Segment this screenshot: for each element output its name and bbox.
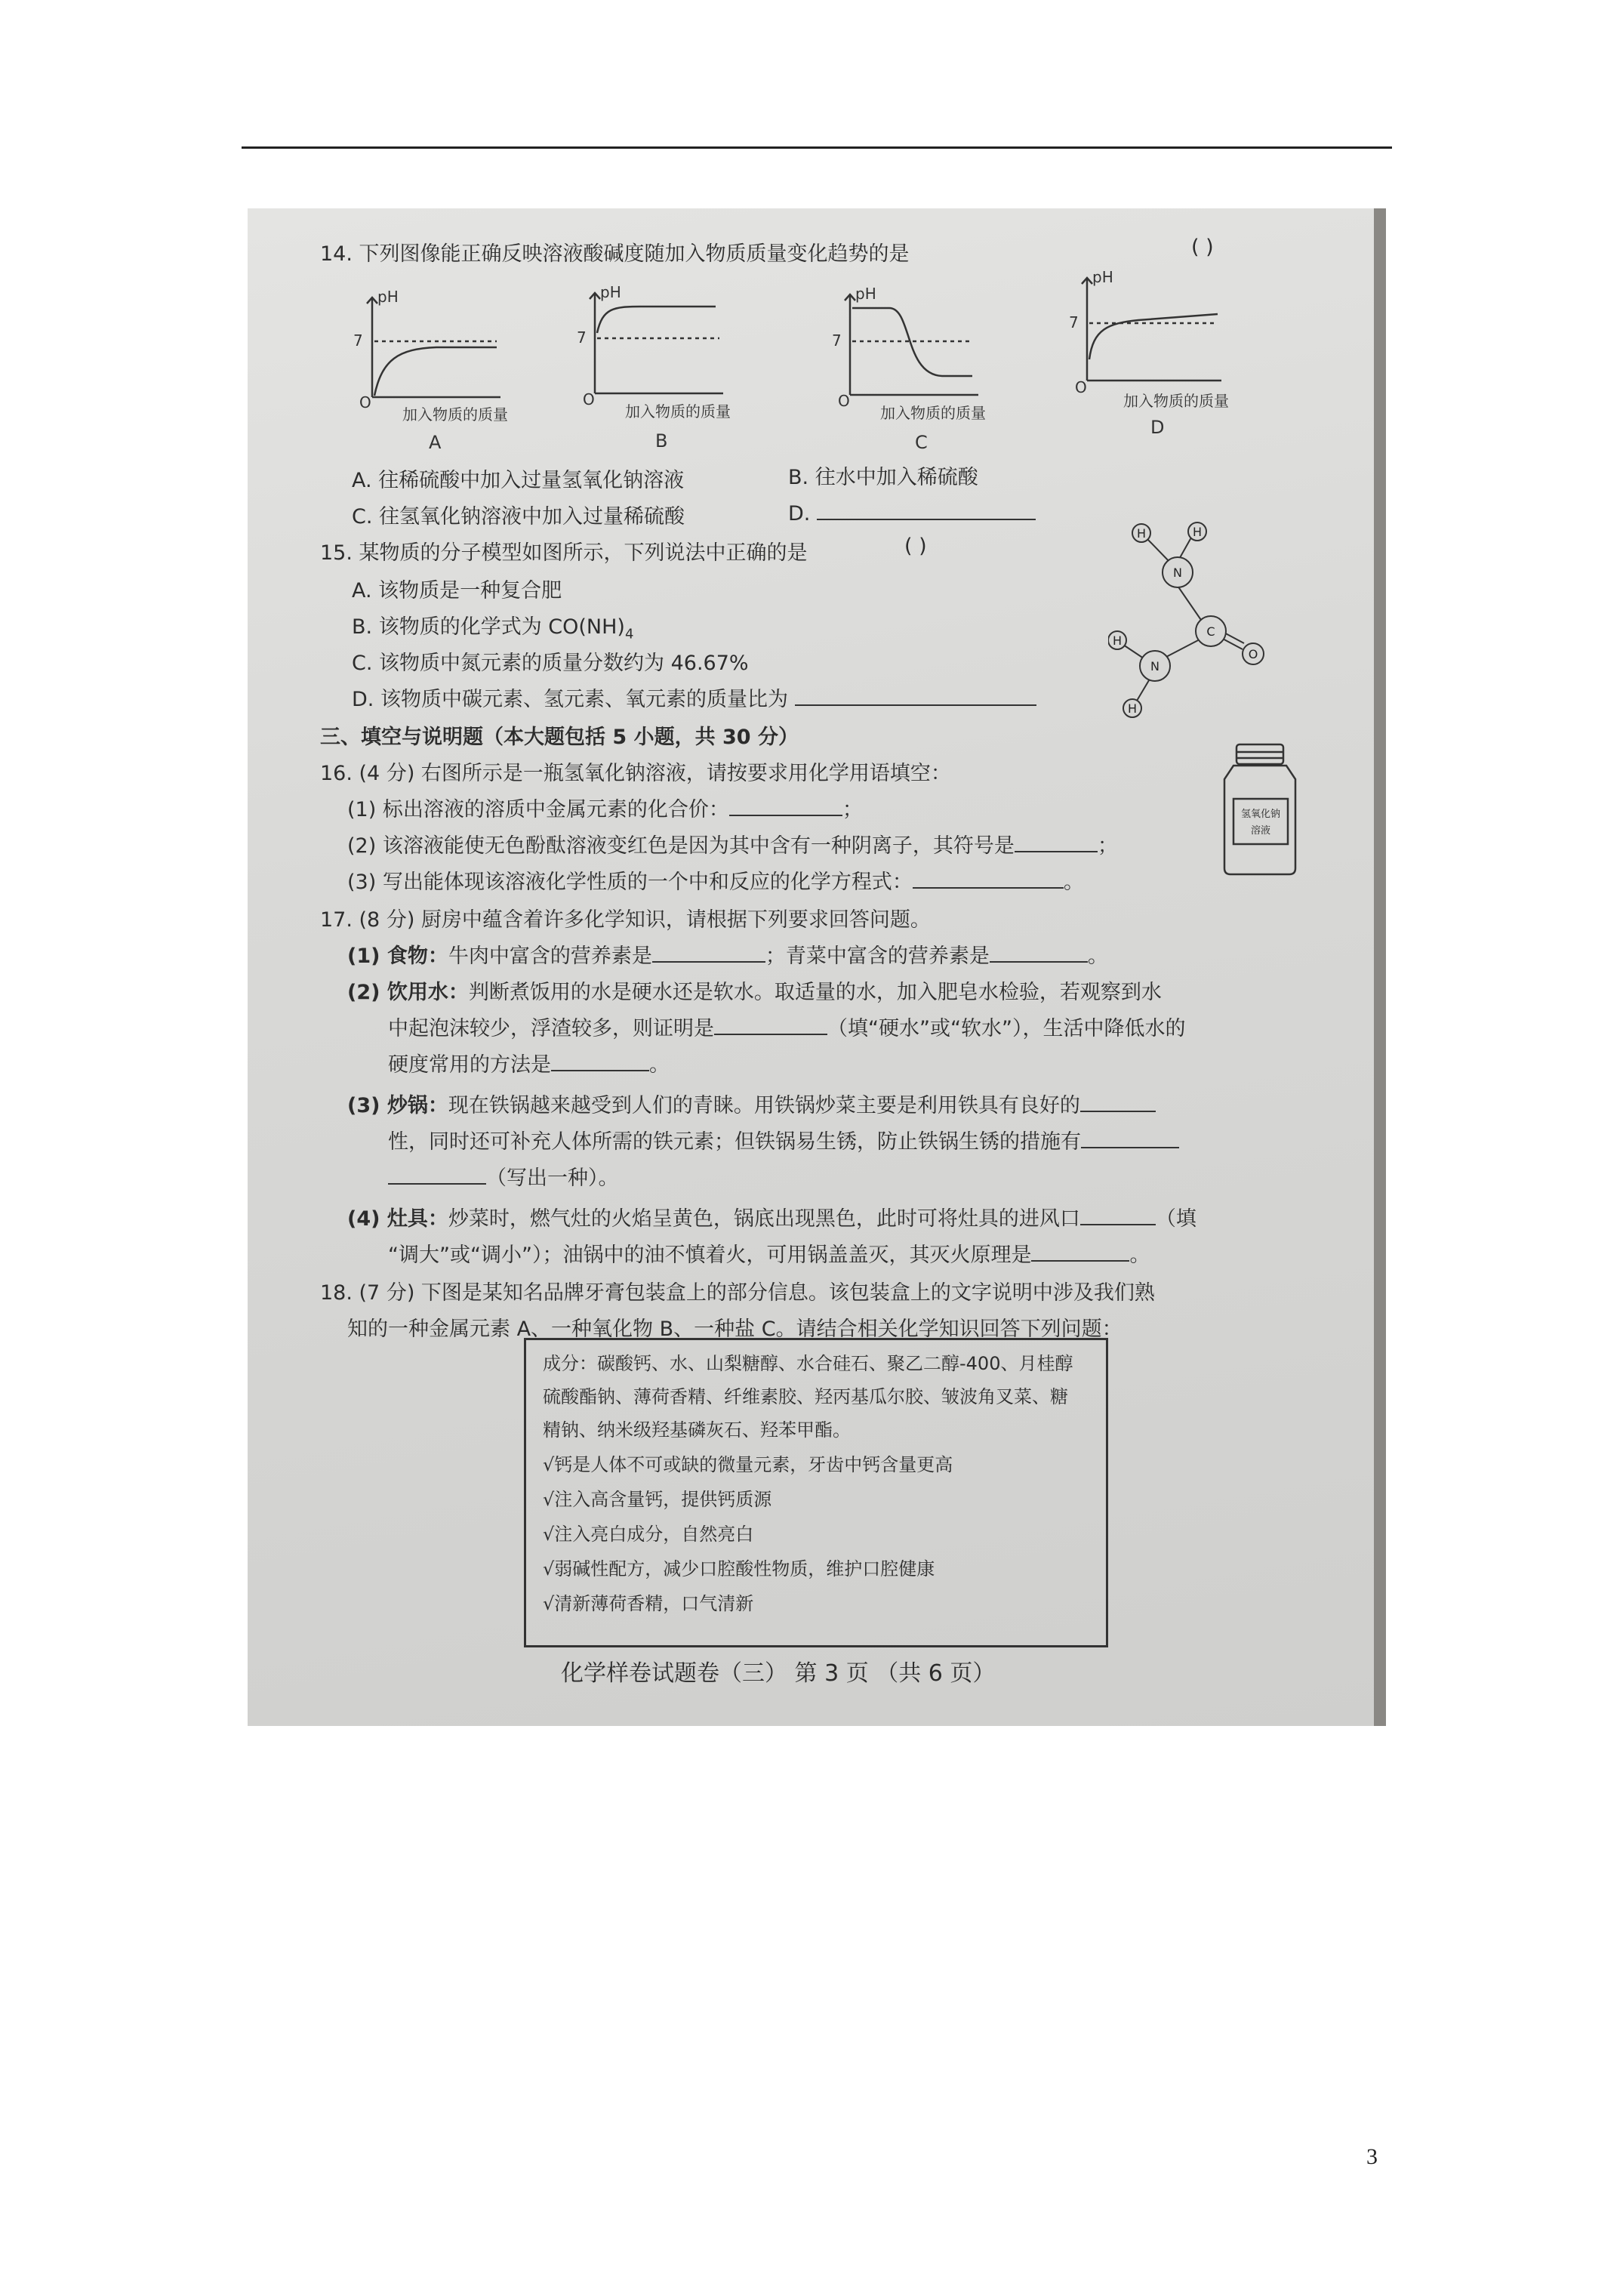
graph-c-xlabel: 加入物质的质量 [880,404,986,422]
graph-b-origin: O [583,390,595,408]
graph-b-seven: 7 [577,328,587,347]
q17-sub4-line1: (4) 灶具：炒菜时，燃气灶的火焰呈黄色，锅底出现黑色，此时可将灶具的进风口 （填 [347,1207,1196,1231]
q17-sub2-line2: 中起泡沫较少，浮渣较多，则证明是 （填“硬水”或“软水”），生活中降低水的 [388,1017,1186,1040]
q17-s1-blank2 [990,945,1088,963]
atom-h1-label: H [1136,526,1147,541]
q17-s3-blank1 [1080,1094,1156,1112]
q17-s4-blank1 [1080,1207,1156,1225]
graph-d-ylabel: pH [1092,268,1113,286]
graph-b-xlabel: 加入物质的质量 [625,402,731,421]
graph-b-curve [597,307,716,333]
graph-b-ylabel: pH [600,283,621,301]
atom-n1-label: N [1173,566,1182,580]
box-line-7: √弱碱性配方，减少口腔酸性物质，维护口腔健康 [543,1558,935,1579]
q18-stem-line1: 18. (7 分) 下图是某知名品牌牙膏包装盒上的部分信息。该包装盒上的文字说明中涉及我们熟 [320,1281,1155,1305]
header-rule [242,146,1392,149]
q15-answer-paren: ( ) [904,535,927,558]
q16-sub1: (1) 标出溶液的溶质中金属元素的化合价： ； [347,798,863,821]
q15-option-d: D. 该物质中碳元素、氢元素、氧元素的质量比为 [352,687,1036,713]
graph-a-curve [374,347,497,396]
atom-h2-label: H [1192,525,1203,539]
exam-footer: 化学样卷试题卷（三） 第 3 页 （共 6 页） [561,1660,996,1687]
q15-option-b: B. 该物质的化学式为 $CO(NH)_4$ [352,615,634,643]
q17-s2-blank2 [551,1053,649,1071]
q14-option-b: B. 往水中加入稀硫酸 [788,466,978,489]
toothpaste-info-box [524,1338,1108,1647]
q16-sub2-blank [1015,834,1098,852]
box-line-2: 硫酸酯钠、薄荷香精、纤维素胶、羟丙基瓜尔胶、皱波角叉菜、糖 [543,1386,1068,1407]
q15-option-c: C. 该物质中氮元素的质量分数约为 46.67% [352,652,749,675]
graph-b-letter: B [655,430,668,451]
naoh-bottle [1211,741,1309,877]
page-number: 3 [1366,2144,1378,2169]
q15-option-b-sub: 4 [624,626,634,643]
q16-stem: 16. (4 分) 右图所示是一瓶氢氧化钠溶液，请按要求用化学用语填空： [320,762,951,785]
q16-sub3-blank [913,871,1064,889]
q17-s4-blank2 [1031,1244,1129,1262]
bottle-label-line1: 氢氧化钠 [1240,809,1281,820]
bottle-body [1224,766,1295,874]
atom-n2-label: N [1150,659,1160,673]
graph-d-letter: D [1150,417,1165,438]
q17-sub3-line1: (3) 炒锅：现在铁锅越来越受到人们的青睐。用铁锅炒菜主要是利用铁具有良好的 [347,1093,1156,1119]
graph-a-xlabel: 加入物质的质量 [402,405,508,424]
graph-c-letter: C [915,432,928,453]
q14-graphs [248,208,1380,473]
graph-a-seven: 7 [353,331,363,350]
graph-a-letter: A [429,432,442,453]
q16-sub3: (3) 写出能体现该溶液化学性质的一个中和反应的化学方程式： 。 [347,871,1084,894]
q17-sub2-line1: (2) 饮用水：判断煮饭用的水是硬水还是软水。取适量的水，加入肥皂水检验，若观察到水 [347,981,1162,1004]
exam-photo [248,208,1386,1726]
bond-n1-c [1178,586,1203,622]
q15-option-a: A. 该物质是一种复合肥 [352,579,562,603]
graph-d-seven: 7 [1069,313,1079,331]
q17-stem: 17. (8 分) 厨房中蕴含着许多化学知识，请根据下列要求回答问题。 [320,908,931,932]
q18-stem-line2: 知的一种金属元素 A、一种氧化物 B、一种盐 C。请结合相关化学知识回答下列问题： [347,1318,1123,1341]
q17-s3-blank3 [388,1166,486,1185]
q14-option-a: A. 往稀硫酸中加入过量氢氧化钠溶液 [352,469,685,492]
bottle-label-line2: 溶液 [1250,825,1271,837]
molecule-model [1108,518,1304,722]
box-line-6: √注入亮白成分，自然亮白 [543,1524,754,1545]
atom-h3-label: H [1112,633,1123,648]
graph-c-origin: O [838,392,850,410]
q17-s1-blank1 [652,945,765,963]
q15-d-blank [795,688,1036,706]
graph-c-ylabel: pH [855,285,876,303]
bottle-cap [1236,744,1283,764]
atom-h4-label: H [1127,701,1138,716]
box-line-8: √清新薄荷香精，口气清新 [543,1593,754,1614]
q17-s3-blank2 [1081,1130,1179,1148]
q17-sub3-line3: （写出一种）。 [388,1166,619,1191]
q14-stem: 14. 下列图像能正确反映溶液酸碱度随加入物质质量变化趋势的是 [320,242,910,266]
atom-c-label: C [1206,624,1215,639]
box-line-3: 精钠、纳米级羟基磷灰石、羟苯甲酯。 [543,1419,851,1441]
graph-d-xlabel: 加入物质的质量 [1123,392,1229,410]
q14-option-d: D. [788,501,1036,527]
q17-sub1: (1) 食物：牛肉中富含的营养素是 ；青菜中富含的营养素是 。 [347,945,1108,968]
q17-s2-blank1 [714,1017,827,1035]
q15-stem: 15. 某物质的分子模型如图所示，下列说法中正确的是 [320,541,808,565]
q16-sub2: (2) 该溶液能使无色酚酞溶液变红色是因为其中含有一种阴离子，其符号是 ； [347,834,1118,858]
atom-o-label: O [1248,647,1258,661]
graph-d-origin: O [1075,378,1087,396]
q14-d-blank [817,502,1036,520]
graph-d-curve [1089,314,1218,359]
q17-sub4-line2: “调大”或“调小”）；油锅中的油不慎着火，可用锅盖盖灭，其灭火原理是 。 [388,1244,1150,1267]
bottle-label [1233,799,1288,844]
graph-a-origin: O [359,393,371,411]
q17-sub3-line2: 性，同时还可补充人体所需的铁元素；但铁锅易生锈，防止铁锅生锈的措施有 [388,1130,1179,1155]
q14-answer-paren: ( ) [1191,236,1214,259]
graph-a-ylabel: pH [377,288,399,306]
q16-sub1-blank [729,798,842,816]
box-line-5: √注入高含量钙，提供钙质源 [543,1489,772,1510]
bond-c-n2 [1165,639,1201,658]
box-line-4: √钙是人体不可或缺的微量元素，牙齿中钙含量更高 [543,1454,953,1475]
q14-option-c: C. 往氢氧化钠溶液中加入过量稀硫酸 [352,505,685,529]
graph-c-seven: 7 [832,331,842,350]
box-line-1: 成分：碳酸钙、水、山梨糖醇、水合硅石、聚乙二醇-400、月桂醇 [543,1353,1073,1374]
section-3-heading: 三、填空与说明题（本大题包括 5 小题，共 30 分） [320,726,799,749]
q17-sub2-line3: 硬度常用的方法是 。 [388,1053,670,1077]
